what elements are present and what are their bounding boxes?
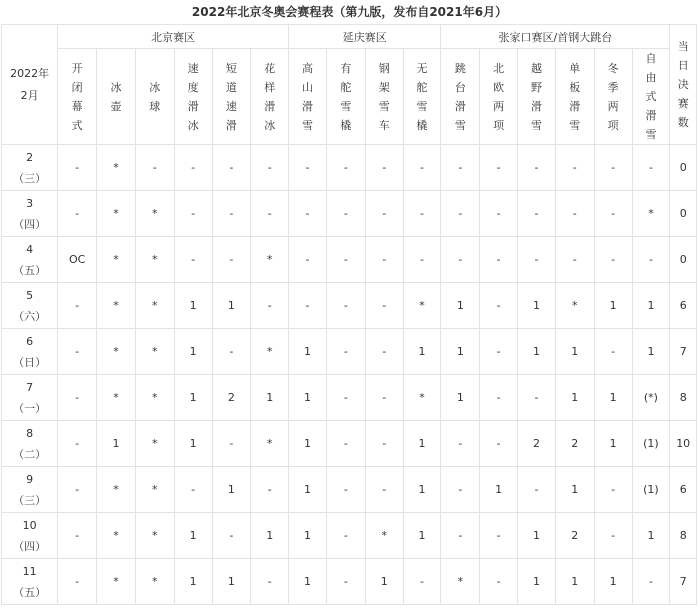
schedule-title: 2022年北京冬奥会赛程表（第九版，发布自2021年6月） (191, 5, 508, 19)
event-cell: - (365, 191, 403, 237)
event-cell: * (403, 283, 441, 329)
event-cell: - (289, 191, 327, 237)
sport-header-label: 越野滑雪 (530, 61, 542, 132)
event-cell: * (403, 375, 441, 421)
event-cell: 1 (555, 559, 594, 605)
event-cell: 2 (212, 375, 251, 421)
daily-finals-count: 8 (670, 513, 697, 559)
event-cell: * (632, 191, 670, 237)
sport-header-label: 冰壶 (110, 80, 122, 113)
event-cell: (1) (632, 467, 670, 513)
event-cell: - (441, 191, 480, 237)
event-cell: - (441, 145, 480, 191)
event-cell: - (326, 375, 365, 421)
event-cell: - (594, 467, 632, 513)
sport-header (480, 49, 518, 145)
sport-header (403, 49, 441, 145)
event-cell: 1 (480, 467, 518, 513)
event-cell: - (212, 513, 251, 559)
event-cell: OC (58, 237, 97, 283)
sport-header-label: 北欧两项 (493, 61, 505, 132)
event-cell: - (518, 467, 556, 513)
event-cell: - (251, 559, 289, 605)
daily-finals-count: 0 (670, 145, 697, 191)
event-cell: * (135, 467, 174, 513)
date-cell (2, 237, 58, 283)
event-cell: - (518, 375, 556, 421)
event-cell: * (251, 421, 289, 467)
event-cell: 1 (212, 559, 251, 605)
event-cell: 1 (174, 283, 212, 329)
sport-header (594, 49, 632, 145)
schedule-row (2, 237, 697, 283)
day-number: 4 (26, 242, 34, 256)
event-cell: 1 (251, 375, 289, 421)
event-cell: 1 (403, 467, 441, 513)
event-cell: - (58, 559, 97, 605)
event-cell: * (135, 559, 174, 605)
event-cell: 1 (289, 421, 327, 467)
daily-finals-count: 6 (670, 467, 697, 513)
event-cell: 1 (518, 283, 556, 329)
event-cell: * (135, 375, 174, 421)
event-cell: * (97, 283, 136, 329)
event-cell: - (326, 329, 365, 375)
event-cell: 1 (518, 559, 556, 605)
event-cell: - (555, 145, 594, 191)
schedule-row (2, 145, 697, 191)
sport-header (632, 49, 670, 145)
sport-header (135, 49, 174, 145)
event-cell: - (518, 237, 556, 283)
event-cell: - (174, 191, 212, 237)
event-cell: 1 (441, 283, 480, 329)
date-cell (2, 329, 58, 375)
event-cell: - (58, 329, 97, 375)
event-cell: * (97, 375, 136, 421)
event-cell: * (135, 513, 174, 559)
event-cell: - (555, 191, 594, 237)
event-cell: 1 (555, 375, 594, 421)
event-cell: - (289, 237, 327, 283)
event-cell: * (97, 559, 136, 605)
event-cell: * (135, 283, 174, 329)
date-cell (2, 513, 58, 559)
day-number: 6 (26, 334, 34, 348)
event-cell: 2 (555, 513, 594, 559)
event-cell: * (441, 559, 480, 605)
event-cell: - (365, 329, 403, 375)
sport-header (441, 49, 480, 145)
event-cell: - (632, 237, 670, 283)
event-cell: - (58, 191, 97, 237)
event-cell: - (518, 191, 556, 237)
event-cell: - (441, 421, 480, 467)
event-cell: - (174, 467, 212, 513)
event-cell: - (326, 237, 365, 283)
event-cell: 1 (289, 513, 327, 559)
event-cell: - (441, 513, 480, 559)
day-number: 2 (26, 150, 34, 164)
event-cell: * (135, 237, 174, 283)
event-cell: 1 (174, 375, 212, 421)
event-cell: 1 (441, 329, 480, 375)
day-number: 3 (26, 196, 34, 210)
event-cell: 1 (174, 421, 212, 467)
sport-header-label: 有舵雪橇 (340, 61, 352, 132)
sport-header (518, 49, 556, 145)
event-cell: * (97, 237, 136, 283)
event-cell: - (326, 145, 365, 191)
sport-header-label: 花样滑冰 (264, 61, 276, 132)
event-cell: - (632, 145, 670, 191)
event-cell: 1 (594, 375, 632, 421)
sport-header-label: 开闭幕式 (71, 61, 83, 132)
event-cell: * (97, 329, 136, 375)
date-header-month: 2月 (20, 88, 39, 102)
day-number: 5 (26, 288, 34, 302)
daily-finals-count: 0 (670, 237, 697, 283)
event-cell: 1 (289, 559, 327, 605)
sport-header (365, 49, 403, 145)
event-cell: - (251, 145, 289, 191)
event-cell: - (58, 145, 97, 191)
event-cell: 1 (594, 559, 632, 605)
sport-header-label: 单板滑雪 (569, 61, 581, 132)
event-cell: 1 (403, 513, 441, 559)
weekday: （二） (13, 447, 47, 461)
event-cell: - (403, 191, 441, 237)
event-cell: 2 (555, 421, 594, 467)
event-cell: - (326, 559, 365, 605)
sport-header (212, 49, 251, 145)
event-cell: * (97, 513, 136, 559)
day-number: 8 (26, 426, 34, 440)
event-cell: * (365, 513, 403, 559)
event-cell: (1) (632, 421, 670, 467)
sport-header-label: 速度滑冰 (187, 61, 199, 132)
event-cell: - (326, 467, 365, 513)
day-number: 9 (26, 472, 34, 486)
date-cell (2, 283, 58, 329)
event-cell: - (326, 283, 365, 329)
daily-finals-count: 0 (670, 191, 697, 237)
date-cell (2, 421, 58, 467)
weekday: （五） (13, 263, 47, 277)
event-cell: * (97, 467, 136, 513)
event-cell: - (594, 191, 632, 237)
event-cell: - (251, 191, 289, 237)
sport-header (289, 49, 327, 145)
weekday: （三） (13, 171, 47, 185)
schedule-row (2, 513, 697, 559)
weekday: （四） (13, 539, 47, 553)
event-cell: - (58, 513, 97, 559)
event-cell: 2 (518, 421, 556, 467)
sport-header-label: 无舵雪橇 (416, 61, 428, 132)
event-cell: - (326, 513, 365, 559)
event-cell: 1 (365, 559, 403, 605)
date-cell (2, 191, 58, 237)
daily-finals-label: 当日决赛数 (677, 40, 689, 129)
event-cell: - (480, 375, 518, 421)
event-cell: 1 (174, 329, 212, 375)
sport-header-label: 短道速滑 (225, 61, 237, 132)
sport-header (174, 49, 212, 145)
date-cell (2, 375, 58, 421)
sport-header (555, 49, 594, 145)
daily-finals-count: 6 (670, 283, 697, 329)
weekday: （日） (13, 355, 47, 369)
weekday: （四） (13, 217, 47, 231)
event-cell: - (135, 145, 174, 191)
event-cell: 1 (289, 375, 327, 421)
event-cell: - (365, 283, 403, 329)
event-cell: - (212, 421, 251, 467)
schedule-row (2, 191, 697, 237)
sport-header (326, 49, 365, 145)
event-cell: - (480, 283, 518, 329)
event-cell: (*) (632, 375, 670, 421)
date-cell (2, 467, 58, 513)
date-header-year: 2022年 (10, 66, 50, 80)
event-cell: - (403, 559, 441, 605)
event-cell: - (594, 237, 632, 283)
event-cell: - (555, 237, 594, 283)
event-cell: - (480, 559, 518, 605)
event-cell: 1 (212, 467, 251, 513)
event-cell: - (289, 283, 327, 329)
schedule-row (2, 375, 697, 421)
event-cell: - (58, 467, 97, 513)
schedule-row (2, 329, 697, 375)
event-cell: - (441, 467, 480, 513)
event-cell: 1 (632, 513, 670, 559)
event-cell: 1 (632, 329, 670, 375)
weekday: （五） (13, 585, 47, 599)
event-cell: - (251, 283, 289, 329)
event-cell: 1 (212, 283, 251, 329)
sport-header (58, 49, 97, 145)
sport-header (251, 49, 289, 145)
event-cell: - (480, 329, 518, 375)
event-cell: - (58, 421, 97, 467)
day-number: 7 (26, 380, 34, 394)
event-cell: 1 (632, 283, 670, 329)
event-cell: * (135, 421, 174, 467)
event-cell: - (326, 191, 365, 237)
event-cell: 1 (174, 513, 212, 559)
daily-finals-count: 10 (670, 421, 697, 467)
event-cell: 1 (289, 467, 327, 513)
event-cell: 1 (289, 329, 327, 375)
daily-finals-count: 7 (670, 559, 697, 605)
event-cell: 1 (441, 375, 480, 421)
sport-header (97, 49, 136, 145)
daily-finals-count: 7 (670, 329, 697, 375)
event-cell: - (174, 145, 212, 191)
event-cell: 1 (403, 421, 441, 467)
event-cell: 1 (518, 329, 556, 375)
event-cell: * (555, 283, 594, 329)
event-cell: 1 (555, 329, 594, 375)
sport-header-label: 跳台滑雪 (454, 61, 466, 132)
date-cell (2, 559, 58, 605)
event-cell: * (135, 191, 174, 237)
weekday: （一） (13, 401, 47, 415)
event-cell: 1 (97, 421, 136, 467)
schedule-row (2, 283, 697, 329)
event-cell: * (97, 191, 136, 237)
daily-finals-count: 8 (670, 375, 697, 421)
event-cell: - (594, 145, 632, 191)
daily-finals-header (670, 25, 697, 145)
sport-header-label: 冰球 (149, 80, 161, 113)
event-cell: * (97, 145, 136, 191)
event-cell: - (365, 375, 403, 421)
event-cell: 1 (174, 559, 212, 605)
event-cell: 1 (251, 513, 289, 559)
event-cell: - (480, 191, 518, 237)
event-cell: - (365, 421, 403, 467)
event-cell: - (58, 375, 97, 421)
event-cell: * (251, 329, 289, 375)
event-cell: - (365, 467, 403, 513)
event-cell: - (480, 145, 518, 191)
date-cell (2, 145, 58, 191)
event-cell: 1 (518, 513, 556, 559)
event-cell: - (58, 283, 97, 329)
venue-group-beijing: 北京赛区 (58, 25, 289, 49)
event-cell: - (212, 191, 251, 237)
date-header (2, 25, 58, 145)
event-cell: - (365, 237, 403, 283)
event-cell: - (594, 329, 632, 375)
schedule-row (2, 421, 697, 467)
event-cell: - (403, 237, 441, 283)
event-cell: - (441, 237, 480, 283)
event-cell: - (365, 145, 403, 191)
event-cell: - (403, 145, 441, 191)
weekday: （三） (13, 493, 47, 507)
event-cell: 1 (594, 283, 632, 329)
event-cell: 1 (555, 467, 594, 513)
event-cell: - (594, 513, 632, 559)
schedule-row (2, 467, 697, 513)
day-number: 10 (22, 518, 37, 532)
schedule-row (2, 559, 697, 605)
event-cell: - (326, 421, 365, 467)
venue-group-zhangjiakou: 张家口赛区/首钢大跳台 (441, 25, 670, 49)
sport-header-label: 自由式滑雪 (645, 52, 657, 141)
event-cell: - (518, 145, 556, 191)
sport-header-label: 钢架雪车 (378, 61, 390, 132)
event-cell: - (212, 145, 251, 191)
event-cell: - (212, 329, 251, 375)
event-cell: 1 (594, 421, 632, 467)
event-cell: 1 (403, 329, 441, 375)
venue-group-yanqing: 延庆赛区 (289, 25, 441, 49)
day-number: 11 (22, 564, 37, 578)
event-cell: - (480, 513, 518, 559)
event-cell: * (135, 329, 174, 375)
event-cell: - (632, 559, 670, 605)
event-cell: - (480, 237, 518, 283)
event-cell: * (251, 237, 289, 283)
event-cell: - (251, 467, 289, 513)
event-cell: - (212, 237, 251, 283)
weekday: （六） (13, 309, 47, 323)
sport-header-label: 冬季两项 (607, 61, 619, 132)
sport-header-label: 高山滑雪 (302, 61, 314, 132)
event-cell: - (480, 421, 518, 467)
event-cell: - (289, 145, 327, 191)
schedule-table (1, 24, 697, 605)
event-cell: - (174, 237, 212, 283)
